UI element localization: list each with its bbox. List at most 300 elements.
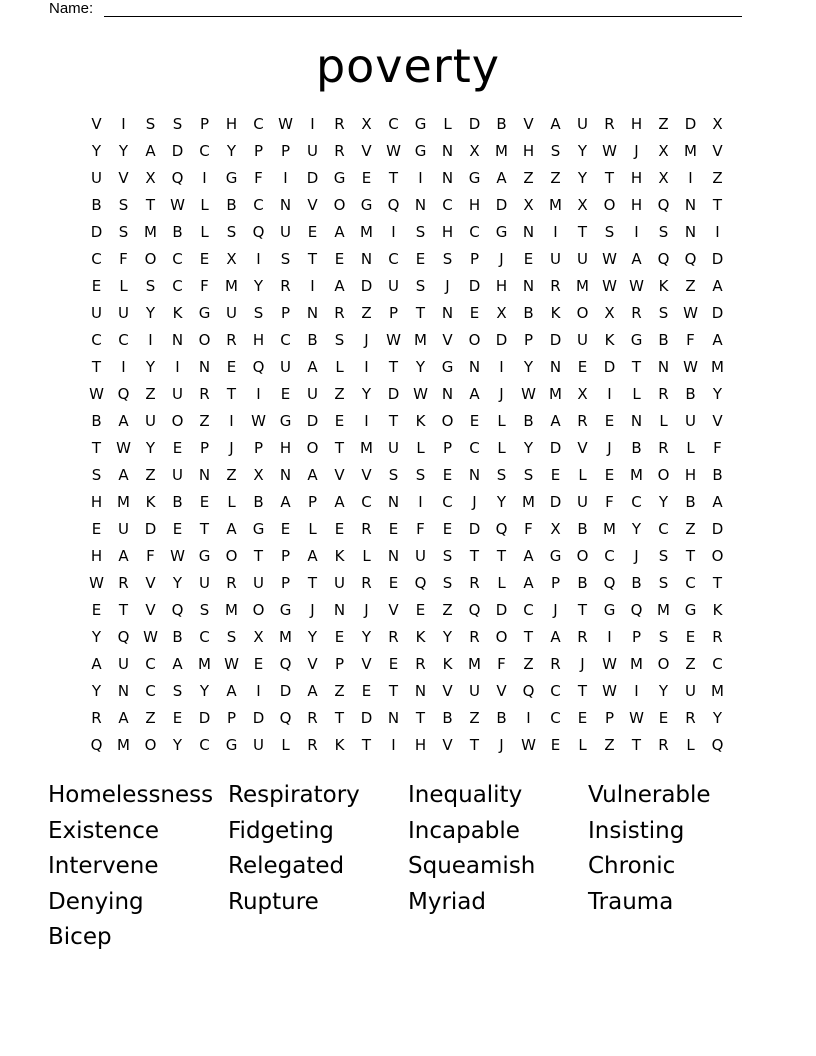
- grid-letter[interactable]: O: [711, 547, 724, 565]
- grid-letter[interactable]: M: [549, 196, 562, 214]
- grid-letter[interactable]: H: [630, 115, 643, 133]
- grid-letter[interactable]: P: [253, 439, 264, 457]
- grid-letter[interactable]: O: [198, 331, 211, 349]
- grid-letter[interactable]: C: [199, 142, 210, 160]
- grid-letter[interactable]: Z: [334, 385, 345, 403]
- grid-letter[interactable]: P: [280, 304, 291, 322]
- grid-letter[interactable]: Y: [91, 628, 102, 646]
- grid-letter[interactable]: T: [226, 385, 237, 403]
- grid-letter[interactable]: K: [712, 601, 723, 619]
- grid-letter[interactable]: F: [524, 520, 533, 538]
- grid-letter[interactable]: X: [577, 385, 588, 403]
- grid-letter[interactable]: E: [388, 520, 399, 538]
- grid-letter[interactable]: M: [630, 655, 643, 673]
- grid-letter[interactable]: I: [607, 628, 612, 646]
- grid-letter[interactable]: O: [144, 736, 157, 754]
- grid-letter[interactable]: V: [361, 142, 372, 160]
- grid-letter[interactable]: Y: [226, 142, 237, 160]
- grid-letter[interactable]: C: [280, 331, 291, 349]
- name-write-line[interactable]: [104, 16, 742, 17]
- grid-letter[interactable]: B: [496, 709, 507, 727]
- grid-letter[interactable]: O: [603, 196, 616, 214]
- grid-letter[interactable]: S: [442, 547, 453, 565]
- grid-letter[interactable]: P: [388, 304, 399, 322]
- grid-letter[interactable]: L: [686, 439, 695, 457]
- grid-letter[interactable]: Y: [712, 709, 723, 727]
- grid-letter[interactable]: J: [364, 601, 369, 619]
- grid-letter[interactable]: R: [307, 709, 318, 727]
- grid-letter[interactable]: B: [172, 628, 183, 646]
- grid-letter[interactable]: Y: [577, 169, 588, 187]
- grid-letter[interactable]: N: [387, 709, 400, 727]
- grid-letter[interactable]: M: [414, 331, 427, 349]
- grid-letter[interactable]: E: [469, 412, 480, 430]
- grid-letter[interactable]: E: [361, 169, 372, 187]
- grid-letter[interactable]: M: [279, 628, 292, 646]
- grid-letter[interactable]: I: [391, 736, 396, 754]
- grid-letter[interactable]: E: [361, 682, 372, 700]
- grid-letter[interactable]: T: [712, 196, 723, 214]
- grid-letter[interactable]: V: [307, 655, 318, 673]
- grid-letter[interactable]: Y: [415, 358, 426, 376]
- grid-letter[interactable]: L: [416, 439, 425, 457]
- grid-letter[interactable]: I: [391, 223, 396, 241]
- grid-letter[interactable]: E: [658, 709, 669, 727]
- grid-letter[interactable]: T: [577, 223, 588, 241]
- grid-letter[interactable]: B: [307, 331, 318, 349]
- grid-letter[interactable]: R: [658, 439, 669, 457]
- grid-letter[interactable]: E: [577, 709, 588, 727]
- grid-letter[interactable]: V: [712, 412, 723, 430]
- grid-letter[interactable]: U: [226, 304, 237, 322]
- grid-letter[interactable]: S: [523, 466, 534, 484]
- grid-letter[interactable]: C: [91, 331, 102, 349]
- grid-letter[interactable]: H: [630, 169, 643, 187]
- grid-letter[interactable]: T: [388, 682, 399, 700]
- grid-letter[interactable]: U: [253, 736, 264, 754]
- grid-letter[interactable]: J: [310, 601, 315, 619]
- grid-letter[interactable]: L: [227, 493, 236, 511]
- grid-letter[interactable]: N: [333, 601, 346, 619]
- grid-letter[interactable]: U: [388, 439, 399, 457]
- grid-letter[interactable]: Z: [145, 385, 156, 403]
- grid-letter[interactable]: T: [523, 628, 534, 646]
- grid-letter[interactable]: I: [256, 385, 261, 403]
- grid-letter[interactable]: D: [360, 277, 373, 295]
- grid-letter[interactable]: Z: [604, 736, 615, 754]
- grid-letter[interactable]: Z: [361, 304, 372, 322]
- grid-letter[interactable]: M: [657, 601, 670, 619]
- grid-letter[interactable]: M: [711, 682, 724, 700]
- grid-letter[interactable]: J: [364, 331, 369, 349]
- grid-letter[interactable]: E: [577, 358, 588, 376]
- grid-letter[interactable]: Q: [684, 250, 697, 268]
- grid-letter[interactable]: B: [172, 493, 183, 511]
- grid-letter[interactable]: C: [199, 628, 210, 646]
- grid-letter[interactable]: L: [335, 358, 344, 376]
- grid-letter[interactable]: H: [441, 223, 454, 241]
- grid-letter[interactable]: T: [199, 520, 210, 538]
- grid-letter[interactable]: I: [310, 115, 315, 133]
- grid-letter[interactable]: B: [253, 493, 264, 511]
- grid-letter[interactable]: D: [306, 412, 319, 430]
- grid-letter[interactable]: I: [499, 358, 504, 376]
- grid-letter[interactable]: X: [253, 628, 264, 646]
- grid-letter[interactable]: Q: [171, 169, 184, 187]
- grid-letter[interactable]: H: [279, 439, 292, 457]
- grid-letter[interactable]: E: [280, 520, 291, 538]
- grid-letter[interactable]: U: [415, 547, 426, 565]
- grid-letter[interactable]: I: [634, 223, 639, 241]
- grid-letter[interactable]: D: [252, 709, 265, 727]
- grid-letter[interactable]: R: [604, 115, 615, 133]
- grid-letter[interactable]: E: [388, 574, 399, 592]
- grid-letter[interactable]: S: [658, 304, 669, 322]
- grid-letter[interactable]: X: [469, 142, 480, 160]
- grid-letter[interactable]: Q: [171, 601, 184, 619]
- grid-letter[interactable]: O: [252, 601, 265, 619]
- grid-letter[interactable]: W: [683, 304, 698, 322]
- grid-letter[interactable]: D: [495, 331, 508, 349]
- grid-letter[interactable]: F: [605, 493, 614, 511]
- grid-letter[interactable]: P: [631, 628, 642, 646]
- grid-letter[interactable]: W: [629, 709, 644, 727]
- grid-letter[interactable]: S: [604, 223, 615, 241]
- grid-letter[interactable]: V: [388, 601, 399, 619]
- grid-letter[interactable]: B: [523, 304, 534, 322]
- grid-letter[interactable]: I: [553, 223, 558, 241]
- grid-letter[interactable]: D: [549, 331, 562, 349]
- grid-letter[interactable]: R: [685, 709, 696, 727]
- grid-letter[interactable]: K: [334, 736, 345, 754]
- grid-letter[interactable]: D: [549, 493, 562, 511]
- grid-letter[interactable]: R: [226, 574, 237, 592]
- grid-letter[interactable]: G: [225, 169, 238, 187]
- grid-letter[interactable]: G: [495, 223, 508, 241]
- grid-letter[interactable]: Q: [468, 601, 481, 619]
- grid-letter[interactable]: E: [604, 466, 615, 484]
- grid-letter[interactable]: J: [553, 601, 558, 619]
- grid-letter[interactable]: M: [522, 493, 535, 511]
- grid-letter[interactable]: H: [495, 277, 508, 295]
- grid-letter[interactable]: I: [283, 169, 288, 187]
- grid-letter[interactable]: Z: [550, 169, 561, 187]
- grid-letter[interactable]: T: [496, 547, 507, 565]
- grid-letter[interactable]: N: [522, 277, 535, 295]
- grid-letter[interactable]: E: [172, 709, 183, 727]
- grid-letter[interactable]: Y: [145, 439, 156, 457]
- grid-letter[interactable]: Q: [117, 628, 130, 646]
- grid-letter[interactable]: Q: [657, 196, 670, 214]
- grid-letter[interactable]: Y: [91, 142, 102, 160]
- grid-letter[interactable]: E: [550, 466, 561, 484]
- grid-letter[interactable]: P: [550, 574, 561, 592]
- grid-letter[interactable]: D: [468, 520, 481, 538]
- grid-letter[interactable]: N: [549, 358, 562, 376]
- grid-letter[interactable]: Z: [226, 466, 237, 484]
- grid-letter[interactable]: J: [499, 736, 504, 754]
- grid-letter[interactable]: P: [307, 493, 318, 511]
- grid-letter[interactable]: G: [360, 196, 373, 214]
- grid-letter[interactable]: Q: [630, 601, 643, 619]
- grid-letter[interactable]: D: [684, 115, 697, 133]
- grid-letter[interactable]: W: [602, 682, 617, 700]
- grid-letter[interactable]: V: [145, 601, 156, 619]
- grid-letter[interactable]: U: [577, 115, 588, 133]
- grid-letter[interactable]: V: [307, 196, 318, 214]
- grid-letter[interactable]: A: [631, 250, 642, 268]
- grid-letter[interactable]: X: [361, 115, 372, 133]
- grid-letter[interactable]: S: [145, 115, 156, 133]
- grid-letter[interactable]: S: [118, 196, 129, 214]
- grid-letter[interactable]: X: [145, 169, 156, 187]
- grid-letter[interactable]: G: [630, 331, 643, 349]
- grid-letter[interactable]: X: [658, 142, 669, 160]
- grid-letter[interactable]: C: [550, 682, 561, 700]
- grid-letter[interactable]: F: [119, 250, 128, 268]
- grid-letter[interactable]: U: [685, 412, 696, 430]
- grid-letter[interactable]: N: [117, 682, 130, 700]
- grid-letter[interactable]: J: [634, 142, 639, 160]
- grid-letter[interactable]: A: [307, 466, 318, 484]
- grid-letter[interactable]: S: [226, 628, 237, 646]
- grid-letter[interactable]: N: [171, 331, 184, 349]
- grid-letter[interactable]: X: [577, 196, 588, 214]
- grid-letter[interactable]: J: [607, 439, 612, 457]
- grid-letter[interactable]: A: [118, 547, 129, 565]
- grid-letter[interactable]: W: [386, 331, 401, 349]
- grid-letter[interactable]: M: [144, 223, 157, 241]
- grid-letter[interactable]: A: [172, 655, 183, 673]
- grid-letter[interactable]: R: [226, 331, 237, 349]
- grid-letter[interactable]: Y: [253, 277, 264, 295]
- grid-letter[interactable]: Z: [523, 655, 534, 673]
- grid-letter[interactable]: T: [334, 439, 345, 457]
- grid-letter[interactable]: H: [90, 493, 103, 511]
- grid-letter[interactable]: I: [715, 223, 720, 241]
- grid-letter[interactable]: R: [577, 628, 588, 646]
- grid-letter[interactable]: P: [442, 439, 453, 457]
- grid-letter[interactable]: R: [361, 520, 372, 538]
- grid-letter[interactable]: A: [712, 493, 723, 511]
- grid-letter[interactable]: L: [119, 277, 128, 295]
- grid-letter[interactable]: Z: [334, 682, 345, 700]
- grid-letter[interactable]: S: [172, 115, 183, 133]
- grid-letter[interactable]: Z: [712, 169, 723, 187]
- grid-letter[interactable]: N: [441, 304, 454, 322]
- grid-letter[interactable]: R: [199, 385, 210, 403]
- grid-letter[interactable]: Y: [442, 628, 453, 646]
- grid-letter[interactable]: X: [226, 250, 237, 268]
- grid-letter[interactable]: V: [361, 655, 372, 673]
- grid-letter[interactable]: J: [445, 277, 450, 295]
- grid-letter[interactable]: U: [253, 574, 264, 592]
- grid-letter[interactable]: L: [497, 574, 506, 592]
- grid-letter[interactable]: B: [91, 196, 102, 214]
- grid-letter[interactable]: O: [441, 412, 454, 430]
- grid-letter[interactable]: U: [280, 223, 291, 241]
- grid-letter[interactable]: Z: [658, 115, 669, 133]
- grid-letter[interactable]: J: [499, 385, 504, 403]
- grid-letter[interactable]: W: [278, 115, 293, 133]
- grid-letter[interactable]: R: [334, 304, 345, 322]
- grid-letter[interactable]: W: [521, 736, 536, 754]
- grid-letter[interactable]: S: [415, 223, 426, 241]
- grid-letter[interactable]: E: [442, 520, 453, 538]
- grid-letter[interactable]: S: [388, 466, 399, 484]
- grid-letter[interactable]: J: [580, 655, 585, 673]
- grid-letter[interactable]: Z: [523, 169, 534, 187]
- grid-letter[interactable]: H: [414, 736, 427, 754]
- grid-letter[interactable]: G: [252, 520, 265, 538]
- grid-letter[interactable]: W: [143, 628, 158, 646]
- grid-letter[interactable]: A: [307, 358, 318, 376]
- grid-letter[interactable]: R: [658, 385, 669, 403]
- grid-letter[interactable]: D: [144, 520, 157, 538]
- grid-letter[interactable]: L: [362, 547, 371, 565]
- grid-letter[interactable]: K: [550, 304, 561, 322]
- grid-letter[interactable]: X: [658, 169, 669, 187]
- grid-letter[interactable]: U: [307, 142, 318, 160]
- grid-letter[interactable]: D: [711, 250, 724, 268]
- grid-letter[interactable]: C: [253, 196, 264, 214]
- grid-letter[interactable]: A: [469, 385, 480, 403]
- grid-letter[interactable]: N: [522, 223, 535, 241]
- grid-letter[interactable]: I: [310, 277, 315, 295]
- grid-letter[interactable]: S: [658, 574, 669, 592]
- grid-letter[interactable]: V: [334, 466, 345, 484]
- grid-letter[interactable]: R: [469, 574, 480, 592]
- grid-letter[interactable]: V: [712, 142, 723, 160]
- grid-letter[interactable]: N: [441, 385, 454, 403]
- grid-letter[interactable]: T: [712, 574, 723, 592]
- grid-letter[interactable]: T: [631, 736, 642, 754]
- grid-letter[interactable]: Z: [685, 520, 696, 538]
- grid-letter[interactable]: C: [604, 547, 615, 565]
- grid-letter[interactable]: B: [658, 331, 669, 349]
- grid-letter[interactable]: A: [118, 412, 129, 430]
- grid-letter[interactable]: F: [497, 655, 506, 673]
- grid-letter[interactable]: Y: [496, 493, 507, 511]
- grid-letter[interactable]: Y: [631, 520, 642, 538]
- grid-letter[interactable]: I: [364, 358, 369, 376]
- grid-letter[interactable]: K: [415, 412, 426, 430]
- grid-letter[interactable]: Q: [414, 574, 427, 592]
- grid-letter[interactable]: T: [469, 547, 480, 565]
- grid-letter[interactable]: U: [172, 466, 183, 484]
- grid-letter[interactable]: W: [116, 439, 131, 457]
- grid-letter[interactable]: X: [550, 520, 561, 538]
- grid-letter[interactable]: H: [630, 196, 643, 214]
- grid-letter[interactable]: T: [145, 196, 156, 214]
- grid-letter[interactable]: E: [253, 655, 264, 673]
- grid-letter[interactable]: N: [630, 412, 643, 430]
- grid-letter[interactable]: R: [577, 412, 588, 430]
- grid-letter[interactable]: A: [118, 466, 129, 484]
- grid-letter[interactable]: M: [360, 439, 373, 457]
- grid-letter[interactable]: G: [198, 547, 211, 565]
- grid-letter[interactable]: N: [684, 196, 697, 214]
- grid-letter[interactable]: M: [630, 466, 643, 484]
- grid-letter[interactable]: B: [685, 385, 696, 403]
- grid-letter[interactable]: M: [711, 358, 724, 376]
- grid-letter[interactable]: I: [229, 412, 234, 430]
- grid-letter[interactable]: R: [388, 628, 399, 646]
- grid-letter[interactable]: A: [307, 547, 318, 565]
- grid-letter[interactable]: C: [361, 493, 372, 511]
- grid-letter[interactable]: S: [118, 223, 129, 241]
- grid-letter[interactable]: H: [522, 142, 535, 160]
- grid-letter[interactable]: K: [658, 277, 669, 295]
- grid-letter[interactable]: L: [497, 439, 506, 457]
- grid-letter[interactable]: C: [253, 115, 264, 133]
- grid-letter[interactable]: N: [468, 466, 481, 484]
- grid-letter[interactable]: U: [118, 655, 129, 673]
- grid-letter[interactable]: S: [658, 628, 669, 646]
- grid-letter[interactable]: Q: [279, 709, 292, 727]
- grid-letter[interactable]: E: [550, 736, 561, 754]
- grid-letter[interactable]: V: [523, 115, 534, 133]
- grid-letter[interactable]: T: [91, 439, 102, 457]
- grid-letter[interactable]: S: [442, 250, 453, 268]
- grid-letter[interactable]: F: [416, 520, 425, 538]
- grid-letter[interactable]: C: [118, 331, 129, 349]
- grid-letter[interactable]: M: [468, 655, 481, 673]
- grid-letter[interactable]: B: [577, 520, 588, 538]
- grid-letter[interactable]: M: [603, 520, 616, 538]
- grid-letter[interactable]: H: [252, 331, 265, 349]
- grid-letter[interactable]: O: [144, 250, 157, 268]
- grid-letter[interactable]: B: [523, 412, 534, 430]
- grid-letter[interactable]: L: [200, 223, 209, 241]
- grid-letter[interactable]: D: [306, 169, 319, 187]
- grid-letter[interactable]: C: [550, 709, 561, 727]
- grid-letter[interactable]: D: [279, 682, 292, 700]
- grid-letter[interactable]: S: [550, 142, 561, 160]
- grid-letter[interactable]: U: [685, 682, 696, 700]
- grid-letter[interactable]: S: [280, 250, 291, 268]
- grid-letter[interactable]: P: [523, 331, 534, 349]
- grid-letter[interactable]: N: [468, 358, 481, 376]
- grid-letter[interactable]: T: [388, 169, 399, 187]
- grid-letter[interactable]: I: [526, 709, 531, 727]
- grid-letter[interactable]: I: [121, 115, 126, 133]
- grid-letter[interactable]: N: [414, 682, 427, 700]
- grid-letter[interactable]: G: [414, 142, 427, 160]
- grid-letter[interactable]: L: [308, 520, 317, 538]
- grid-letter[interactable]: S: [658, 223, 669, 241]
- grid-letter[interactable]: S: [658, 547, 669, 565]
- grid-letter[interactable]: N: [279, 466, 292, 484]
- grid-letter[interactable]: U: [280, 358, 291, 376]
- grid-letter[interactable]: V: [118, 169, 129, 187]
- grid-letter[interactable]: J: [634, 547, 639, 565]
- grid-letter[interactable]: G: [441, 358, 454, 376]
- grid-letter[interactable]: R: [415, 655, 426, 673]
- grid-letter[interactable]: L: [200, 196, 209, 214]
- grid-letter[interactable]: O: [225, 547, 238, 565]
- grid-letter[interactable]: W: [629, 277, 644, 295]
- grid-letter[interactable]: I: [688, 169, 693, 187]
- grid-letter[interactable]: R: [712, 628, 723, 646]
- grid-letter[interactable]: T: [469, 736, 480, 754]
- grid-letter[interactable]: A: [226, 682, 237, 700]
- grid-letter[interactable]: K: [442, 655, 453, 673]
- grid-letter[interactable]: C: [145, 682, 156, 700]
- grid-letter[interactable]: C: [442, 493, 453, 511]
- grid-letter[interactable]: M: [576, 277, 589, 295]
- grid-letter[interactable]: T: [388, 358, 399, 376]
